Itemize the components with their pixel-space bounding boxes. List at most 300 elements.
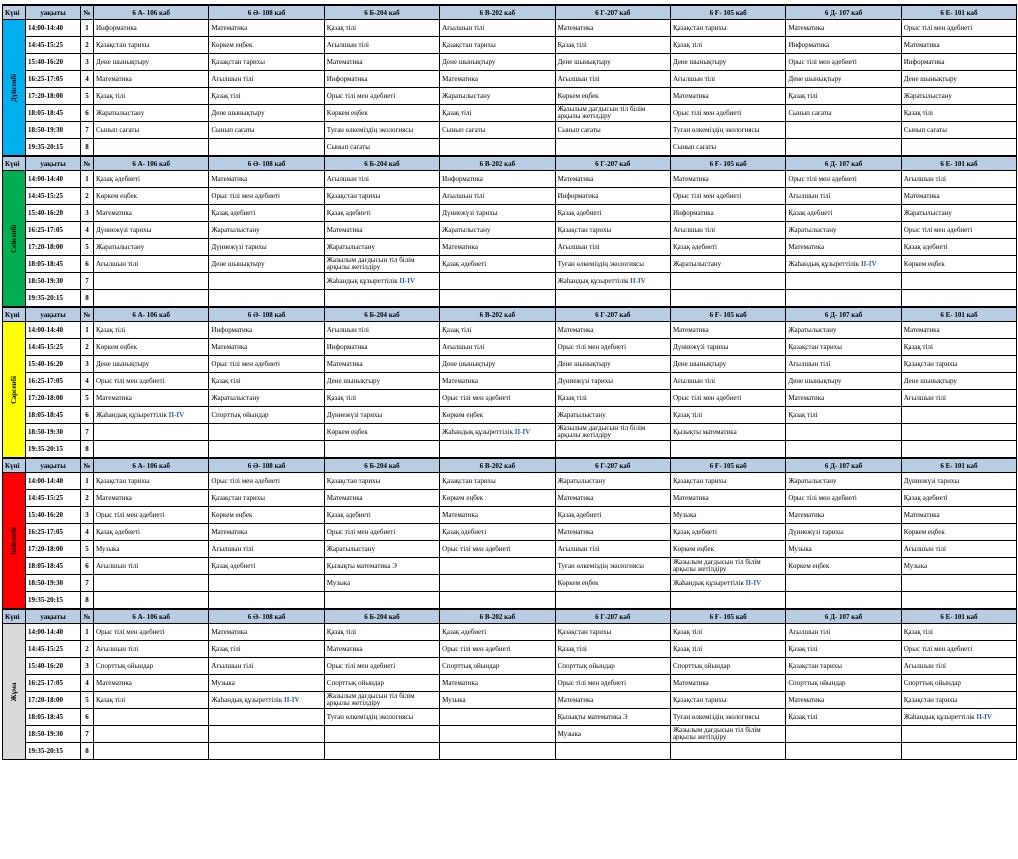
subject-cell: Қазақстан тарихы: [209, 54, 324, 71]
header-class: 6 Е- 101 каб: [901, 307, 1016, 322]
subject-cell: Туған өлкемiздiң экологиясы: [324, 122, 439, 139]
subject-cell: Қызықты математика: [670, 424, 785, 441]
header-number: №: [81, 307, 94, 322]
header-number: №: [81, 458, 94, 473]
subject-cell: Қазақ әдебиеті: [440, 524, 555, 541]
subject-cell: [901, 575, 1016, 592]
subject-cell: Дене шынықтыру: [440, 356, 555, 373]
header-class: 6 Б-204 каб: [324, 156, 439, 171]
subject-cell: Қазақ әдебиеті: [324, 205, 439, 222]
subject-cell: Музыка: [555, 726, 670, 743]
subject-cell: Математика: [324, 54, 439, 71]
lesson-number: 2: [81, 641, 94, 658]
lesson-time: 16:25-17:05: [26, 524, 81, 541]
subject-cell: Қазақ тілі: [209, 641, 324, 658]
subject-cell: Қазақ әдебиеті: [440, 256, 555, 273]
lesson-row: [3, 592, 1017, 610]
subject-cell: [901, 441, 1016, 459]
subject-cell: [786, 726, 901, 743]
lesson-number: 4: [81, 373, 94, 390]
subject-cell: Туған өлкемiздiң экологиясы: [555, 558, 670, 575]
lesson-time: 16:25-17:05: [26, 71, 81, 88]
header-time: уақыты: [26, 609, 81, 624]
header-class: 6 Е- 101 каб: [901, 609, 1016, 624]
lesson-row: [3, 256, 1017, 273]
lesson-row: [3, 390, 1017, 407]
lesson-number: 7: [81, 273, 94, 290]
subject-cell: Математика: [94, 205, 209, 222]
lesson-number: 6: [81, 558, 94, 575]
subject-cell: [670, 290, 785, 308]
day-label-cell: [3, 171, 26, 308]
subject-cell: Қазақстан тарихы: [901, 356, 1016, 373]
lesson-row: [3, 20, 1017, 37]
subject-cell: [670, 743, 785, 760]
header-class: 6 В-202 каб: [440, 156, 555, 171]
subject-cell: Математика: [209, 524, 324, 541]
lesson-row: [3, 726, 1017, 743]
grade-range-label: II-IV: [976, 713, 992, 721]
subject-cell: Математика: [786, 692, 901, 709]
lesson-row: [3, 239, 1017, 256]
subject-cell: Ағылшын тілі: [901, 541, 1016, 558]
subject-cell: Жаратылыстану: [324, 541, 439, 558]
subject-cell: [440, 558, 555, 575]
subject-cell: Ағылшын тілі: [786, 188, 901, 205]
subject-cell: Қызықты математика Э: [555, 709, 670, 726]
subject-cell: Туған өлкемiздiң экологиясы: [670, 122, 785, 139]
subject-cell: Музыка: [670, 507, 785, 524]
subject-cell: Спорттық ойындар: [324, 675, 439, 692]
subject-cell: Қазақ әдебиеті: [901, 490, 1016, 507]
lesson-time: 17:20-18:00: [26, 692, 81, 709]
lesson-number: 2: [81, 37, 94, 54]
subject-cell: Орыс тілі мен әдебиеті: [440, 641, 555, 658]
subject-cell: Қазақстан тарихы: [786, 658, 901, 675]
subject-cell: Жаһандық құзыреттілік II-IV: [670, 575, 785, 592]
subject-cell: [209, 424, 324, 441]
subject-cell: [440, 592, 555, 610]
subject-cell: Информатика: [670, 205, 785, 222]
subject-cell: Ағылшын тілі: [555, 71, 670, 88]
subject-cell: Көркем еңбек: [94, 188, 209, 205]
lesson-time: 14:00-14:40: [26, 171, 81, 188]
lesson-number: 1: [81, 171, 94, 188]
day-label-cell: [3, 322, 26, 459]
header-time: уақыты: [26, 156, 81, 171]
subject-cell: Ағылшын тілі: [440, 188, 555, 205]
subject-cell: Математика: [324, 356, 439, 373]
subject-cell: Көркем еңбек: [440, 407, 555, 424]
subject-cell: Дене шынықтыру: [670, 356, 785, 373]
lesson-row: [3, 441, 1017, 459]
subject-cell: [786, 575, 901, 592]
subject-cell: Математика: [94, 675, 209, 692]
subject-cell: Дүниежүзі тарихы: [209, 239, 324, 256]
subject-cell: Қазақ әдебиеті: [555, 507, 670, 524]
subject-cell: Қазақстан тарихы: [324, 473, 439, 490]
subject-cell: [94, 726, 209, 743]
subject-cell: [555, 743, 670, 760]
subject-cell: Ағылшын тілі: [209, 71, 324, 88]
subject-cell: [209, 592, 324, 610]
subject-cell: Қазақстан тарихы: [555, 624, 670, 641]
header-class: 6 Е- 101 каб: [901, 5, 1016, 20]
subject-cell: Жаратылыстану: [670, 256, 785, 273]
lesson-time: 18:50-19:30: [26, 726, 81, 743]
subject-cell: Жаһандық құзыреттілік II-IV: [555, 273, 670, 290]
subject-cell: Математика: [901, 188, 1016, 205]
subject-cell: Ағылшын тілі: [786, 624, 901, 641]
subject-cell: Математика: [670, 490, 785, 507]
subject-cell: Қазақстан тарихы: [94, 473, 209, 490]
subject-cell: [209, 139, 324, 157]
subject-cell: [670, 592, 785, 610]
subject-cell: Ағылшын тілі: [440, 339, 555, 356]
lesson-number: 1: [81, 473, 94, 490]
subject-cell: Қазақстан тарихы: [324, 188, 439, 205]
header-day: Күні: [3, 156, 26, 171]
subject-cell: Ағылшын тілі: [555, 541, 670, 558]
lesson-row: [3, 373, 1017, 390]
subject-cell: Көркем еңбек: [555, 575, 670, 592]
subject-cell: Дене шынықтыру: [440, 54, 555, 71]
subject-cell: Математика: [901, 37, 1016, 54]
subject-cell: Қазақстан тарихы: [670, 473, 785, 490]
lesson-number: 3: [81, 205, 94, 222]
grade-range-label: II-IV: [514, 428, 531, 436]
subject-cell: Көркем еңбек: [440, 490, 555, 507]
lesson-number: 5: [81, 239, 94, 256]
lesson-time: 14:45-15:25: [26, 37, 81, 54]
subject-cell: Ағылшын тілі: [440, 20, 555, 37]
lesson-row: [3, 658, 1017, 675]
subject-cell: Орыс тілі мен әдебиеті: [901, 641, 1016, 658]
subject-cell: [324, 441, 439, 459]
lesson-number: 7: [81, 575, 94, 592]
lesson-number: 6: [81, 709, 94, 726]
subject-cell: Қазақ тілі: [94, 88, 209, 105]
header-class: 6 В-202 каб: [440, 307, 555, 322]
header-number: №: [81, 156, 94, 171]
subject-cell: Математика: [786, 507, 901, 524]
subject-cell: Дене шынықтыру: [94, 54, 209, 71]
subject-cell: Қазақ тілі: [324, 624, 439, 641]
subject-cell: Сынып сағаты: [786, 105, 901, 122]
subject-cell: [786, 273, 901, 290]
lesson-row: [3, 356, 1017, 373]
lesson-time: 18:50-19:30: [26, 424, 81, 441]
header-class: 6 Г-207 каб: [555, 307, 670, 322]
lesson-row: [3, 88, 1017, 105]
header-class: 6 В-202 каб: [440, 458, 555, 473]
lesson-row: [3, 205, 1017, 222]
subject-cell: Қазақ тілі: [670, 624, 785, 641]
header-time: уақыты: [26, 5, 81, 20]
subject-cell: Ағылшын тілі: [209, 658, 324, 675]
subject-cell: [94, 424, 209, 441]
header-class: 6 Ә- 108 каб: [209, 156, 324, 171]
subject-cell: Математика: [555, 490, 670, 507]
subject-cell: Ағылшын тілі: [324, 37, 439, 54]
lesson-row: [3, 339, 1017, 356]
subject-cell: Орыс тілі мен әдебиеті: [209, 188, 324, 205]
subject-cell: Ағылшын тілі: [209, 541, 324, 558]
subject-cell: Музыка: [901, 558, 1016, 575]
subject-cell: Ағылшын тілі: [901, 658, 1016, 675]
subject-cell: Қазақ әдебиеті: [209, 558, 324, 575]
subject-cell: Орыс тілі мен әдебиеті: [786, 54, 901, 71]
subject-cell: Спорттық ойындар: [670, 658, 785, 675]
subject-cell: Көркем еңбек: [94, 339, 209, 356]
lesson-number: 4: [81, 71, 94, 88]
lesson-row: [3, 541, 1017, 558]
subject-cell: Ағылшын тілі: [94, 641, 209, 658]
lesson-row: [3, 675, 1017, 692]
header-class: 6 Г-207 каб: [555, 156, 670, 171]
subject-cell: Информатика: [555, 188, 670, 205]
subject-cell: Көркем еңбек: [209, 37, 324, 54]
subject-cell: [94, 273, 209, 290]
subject-cell: Орыс тілі мен әдебиеті: [670, 188, 785, 205]
lesson-number: 6: [81, 105, 94, 122]
header-class: 6 Д- 107 каб: [786, 458, 901, 473]
lesson-time: 15:40-16:20: [26, 507, 81, 524]
day-name: Дүйсенбі: [10, 73, 18, 102]
day-name: Жұма: [10, 682, 18, 701]
subject-cell: Спорттық ойындар: [94, 658, 209, 675]
subject-cell: [94, 139, 209, 157]
subject-cell: Дүниежүзі тарихы: [901, 473, 1016, 490]
subject-cell: Сынып сағаты: [440, 122, 555, 139]
subject-cell: Көркем еңбек: [324, 105, 439, 122]
subject-cell: [786, 290, 901, 308]
header-class: 6 Е- 101 каб: [901, 458, 1016, 473]
subject-cell: Математика: [670, 88, 785, 105]
day-name: Сәрсенбі: [10, 375, 18, 404]
lesson-number: 4: [81, 675, 94, 692]
subject-cell: Орыс тілі мен әдебиеті: [324, 524, 439, 541]
subject-cell: Дене шынықтыру: [555, 54, 670, 71]
subject-cell: [440, 709, 555, 726]
lesson-number: 1: [81, 20, 94, 37]
subject-cell: Математика: [440, 675, 555, 692]
subject-cell: Қазақ тілі: [786, 407, 901, 424]
subject-cell: Қазақ тілі: [901, 624, 1016, 641]
lesson-number: 3: [81, 356, 94, 373]
lesson-time: 16:25-17:05: [26, 373, 81, 390]
subject-cell: [209, 743, 324, 760]
subject-cell: Қазақ тілі: [670, 407, 785, 424]
lesson-number: 2: [81, 188, 94, 205]
header-row: [3, 5, 1017, 20]
subject-cell: Жаратылыстану: [555, 407, 670, 424]
header-class: 6 Б-204 каб: [324, 307, 439, 322]
subject-cell: Математика: [94, 390, 209, 407]
subject-cell: Жаратылыстану: [440, 222, 555, 239]
subject-cell: [670, 273, 785, 290]
subject-cell: Информатика: [901, 54, 1016, 71]
lesson-row: [3, 273, 1017, 290]
subject-cell: Ағылшын тілі: [94, 256, 209, 273]
header-class: 6 А- 106 каб: [94, 307, 209, 322]
subject-cell: Орыс тілі мен әдебиеті: [94, 624, 209, 641]
subject-cell: Орыс тілі мен әдебиеті: [209, 473, 324, 490]
lesson-row: [3, 524, 1017, 541]
subject-cell: Жаратылыстану: [324, 239, 439, 256]
subject-cell: Дене шынықтыру: [209, 105, 324, 122]
subject-cell: [209, 575, 324, 592]
subject-cell: Жаратылыстану: [555, 473, 670, 490]
subject-cell: Орыс тілі мен әдебиеті: [440, 390, 555, 407]
lesson-time: 19:35-20:15: [26, 592, 81, 610]
subject-cell: Математика: [670, 675, 785, 692]
subject-cell: Жаратылыстану: [901, 205, 1016, 222]
day-label-cell: [3, 624, 26, 760]
subject-cell: [555, 592, 670, 610]
lesson-row: [3, 490, 1017, 507]
header-class: 6 В-202 каб: [440, 609, 555, 624]
subject-cell: Жазылым дағдысын тіл білім арқылы жетілдіру: [324, 256, 439, 273]
subject-cell: Орыс тілі мен әдебиеті: [94, 507, 209, 524]
lesson-time: 14:00-14:40: [26, 473, 81, 490]
lesson-time: 18:05-18:45: [26, 105, 81, 122]
subject-cell: Орыс тілі мен әдебиеті: [901, 222, 1016, 239]
subject-cell: Қазақ әдебиеті: [209, 205, 324, 222]
subject-cell: Жаратылыстану: [94, 239, 209, 256]
subject-cell: [786, 743, 901, 760]
subject-cell: Ағылшын тілі: [786, 356, 901, 373]
subject-cell: Қазақ тілі: [901, 339, 1016, 356]
subject-cell: Қазақ әдебиеті: [94, 171, 209, 188]
lesson-row: [3, 290, 1017, 308]
subject-cell: Ағылшын тілі: [324, 171, 439, 188]
subject-cell: Жаратылыстану: [786, 322, 901, 339]
subject-cell: Қазақ әдебиеті: [670, 239, 785, 256]
lesson-number: 5: [81, 88, 94, 105]
subject-cell: [94, 441, 209, 459]
subject-cell: Көркем еңбек: [555, 88, 670, 105]
subject-cell: Жаһандық құзыреттілік II-IV: [786, 256, 901, 273]
subject-cell: Математика: [555, 171, 670, 188]
lesson-time: 16:25-17:05: [26, 222, 81, 239]
header-class: 6 Б-204 каб: [324, 5, 439, 20]
subject-cell: Математика: [324, 222, 439, 239]
subject-cell: Қазақ әдебиеті: [94, 524, 209, 541]
subject-cell: Ағылшын тілі: [670, 373, 785, 390]
subject-cell: [209, 273, 324, 290]
lesson-number: 7: [81, 424, 94, 441]
subject-cell: Дене шынықтыру: [786, 373, 901, 390]
subject-cell: [324, 743, 439, 760]
header-time: уақыты: [26, 307, 81, 322]
subject-cell: [440, 273, 555, 290]
subject-cell: Ағылшын тілі: [901, 390, 1016, 407]
lesson-number: 7: [81, 726, 94, 743]
header-day: Күні: [3, 458, 26, 473]
subject-cell: Қазақ тілі: [786, 709, 901, 726]
subject-cell: [670, 441, 785, 459]
header-row: [3, 307, 1017, 322]
subject-cell: Математика: [324, 490, 439, 507]
day-name: Сейсенбі: [10, 224, 18, 253]
grade-range-label: II-IV: [399, 277, 415, 285]
header-number: №: [81, 5, 94, 20]
lesson-time: 19:35-20:15: [26, 743, 81, 760]
header-class: 6 Ғ- 105 каб: [670, 307, 785, 322]
lesson-time: 14:00-14:40: [26, 20, 81, 37]
subject-cell: Математика: [670, 322, 785, 339]
lesson-number: 4: [81, 222, 94, 239]
header-class: 6 Ғ- 105 каб: [670, 609, 785, 624]
header-day: Күні: [3, 5, 26, 20]
subject-cell: Орыс тілі мен әдебиеті: [324, 658, 439, 675]
subject-cell: [901, 424, 1016, 441]
lesson-row: [3, 54, 1017, 71]
subject-cell: [94, 709, 209, 726]
lesson-number: 6: [81, 256, 94, 273]
subject-cell: Қазақ әдебиеті: [901, 239, 1016, 256]
lesson-time: 15:40-16:20: [26, 205, 81, 222]
subject-cell: [209, 290, 324, 308]
lesson-number: 8: [81, 743, 94, 760]
lesson-row: [3, 122, 1017, 139]
header-class: 6 Ә- 108 каб: [209, 609, 324, 624]
subject-cell: Қазақстан тарихы: [555, 222, 670, 239]
lesson-row: [3, 424, 1017, 441]
subject-cell: Информатика: [324, 71, 439, 88]
lesson-time: 15:40-16:20: [26, 356, 81, 373]
lesson-row: [3, 222, 1017, 239]
lesson-row: [3, 105, 1017, 122]
subject-cell: Орыс тілі мен әдебиеті: [901, 20, 1016, 37]
subject-cell: Математика: [209, 20, 324, 37]
subject-cell: [786, 592, 901, 610]
subject-cell: Дене шынықтыру: [94, 356, 209, 373]
header-class: 6 А- 106 каб: [94, 5, 209, 20]
header-class: 6 Г-207 каб: [555, 5, 670, 20]
subject-cell: Ағылшын тілі: [555, 239, 670, 256]
subject-cell: Математика: [555, 692, 670, 709]
subject-cell: Қазақ тілі: [901, 105, 1016, 122]
subject-cell: Математика: [94, 490, 209, 507]
subject-cell: [901, 273, 1016, 290]
subject-cell: Туған өлкемiздiң экологиясы: [670, 709, 785, 726]
subject-cell: Дүниежүзі тарихы: [440, 205, 555, 222]
subject-cell: Сынып сағаты: [670, 139, 785, 157]
subject-cell: Дүниежүзі тарихы: [94, 222, 209, 239]
subject-cell: Дене шынықтыру: [209, 256, 324, 273]
lesson-time: 14:45-15:25: [26, 339, 81, 356]
subject-cell: Жаратылыстану: [94, 105, 209, 122]
lesson-number: 5: [81, 541, 94, 558]
subject-cell: Жаратылыстану: [786, 222, 901, 239]
subject-cell: Қазақ тілі: [324, 20, 439, 37]
subject-cell: Спорттық ойындар: [555, 658, 670, 675]
header-class: 6 Д- 107 каб: [786, 156, 901, 171]
subject-cell: [440, 441, 555, 459]
subject-cell: Жаратылыстану: [209, 222, 324, 239]
subject-cell: Музыка: [324, 575, 439, 592]
lesson-time: 17:20-18:00: [26, 541, 81, 558]
subject-cell: Математика: [440, 373, 555, 390]
subject-cell: [209, 709, 324, 726]
subject-cell: [94, 743, 209, 760]
subject-cell: Спорттық ойындар: [209, 407, 324, 424]
subject-cell: Орыс тілі мен әдебиеті: [324, 88, 439, 105]
lesson-row: [3, 139, 1017, 157]
subject-cell: [324, 726, 439, 743]
